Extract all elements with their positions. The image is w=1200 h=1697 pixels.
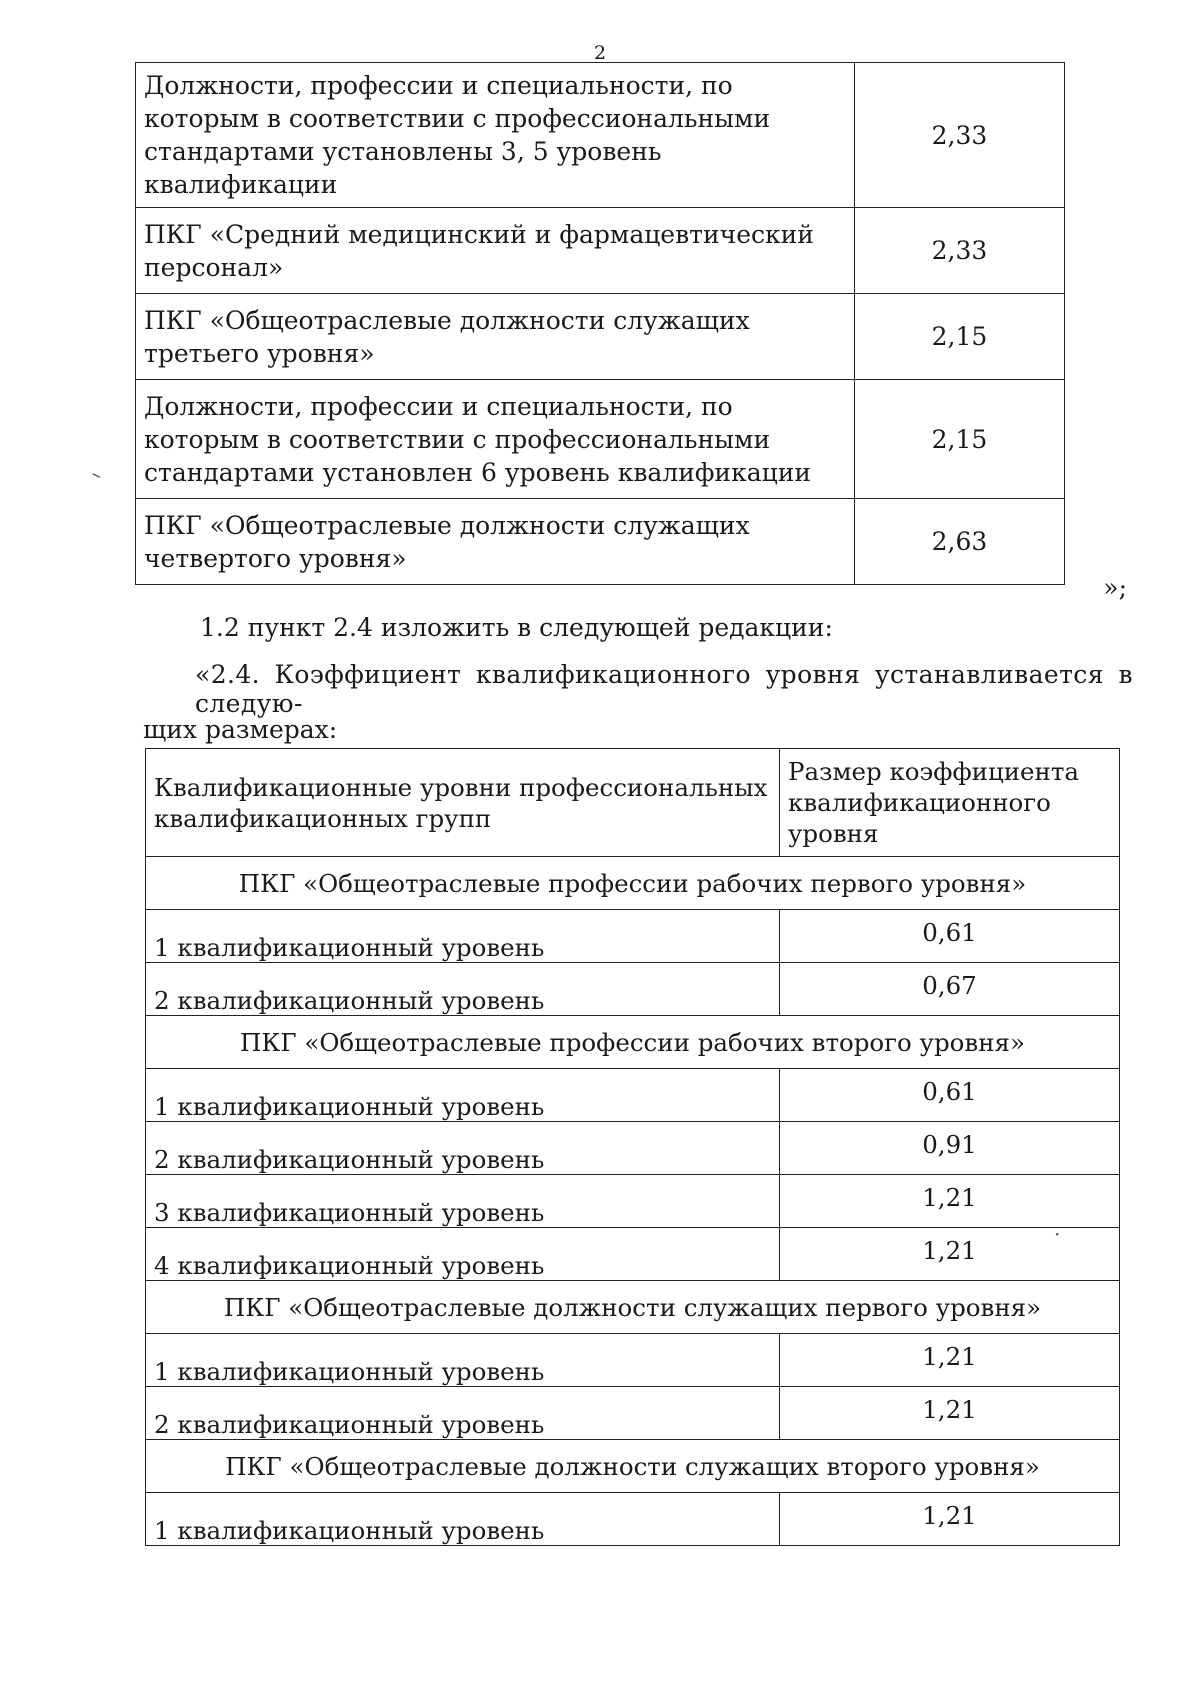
value-cell: 1,21 xyxy=(780,1175,1120,1228)
table-row xyxy=(136,499,1065,585)
value-cell: 1,21 xyxy=(780,1334,1120,1387)
scan-dot: · xyxy=(1054,1222,1061,1246)
table-cell-name: ПКГ «Общеотраслевые должности служащих третьего уровня» xyxy=(136,294,855,380)
level-cell: 3 квалификационный уровень xyxy=(146,1175,780,1228)
header-cell-levels: Квалификационные уровни профессиональных квалификационных групп xyxy=(146,749,780,857)
table-cell-name: ПКГ «Общеотраслевые должности служащих четвертого уровня» xyxy=(136,499,855,585)
group-row xyxy=(146,1281,1120,1334)
level-cell: 2 квалификационный уровень xyxy=(146,963,780,1016)
table-cell-value: 2,33 xyxy=(855,208,1065,294)
group-row xyxy=(146,1016,1120,1069)
amendment-paragraph: 1.2 пункт 2.4 изложить в следующей редакции: xyxy=(200,613,833,642)
table-row xyxy=(146,1334,1120,1387)
value-cell: 0,61 xyxy=(780,910,1120,963)
table-cell-value: 2,15 xyxy=(855,380,1065,499)
value-cell: 0,91 xyxy=(780,1122,1120,1175)
clause-paragraph: «2.4. Коэффициент квалификационного уровня устанавливается в следую- xyxy=(195,660,1133,718)
table-row xyxy=(146,910,1120,963)
group-title: ПКГ «Общеотраслевые должности служащих первого уровня» xyxy=(146,1281,1120,1334)
value-cell: 1,21 xyxy=(780,1493,1120,1546)
table-row xyxy=(146,1228,1120,1281)
table-cell-name: Должности, профессии и специальности, по которым в соответствии с профессиональными стандартами установлен 6 уровень квалификации xyxy=(136,380,855,499)
level-cell: 1 квалификационный уровень xyxy=(146,1334,780,1387)
table-row xyxy=(146,1069,1120,1122)
group-row xyxy=(146,857,1120,910)
table-row xyxy=(146,963,1120,1016)
table-row xyxy=(136,380,1065,499)
scan-mark: – xyxy=(87,461,107,487)
group-title: ПКГ «Общеотраслевые профессии рабочих первого уровня» xyxy=(146,857,1120,910)
table-cell-value: 2,63 xyxy=(855,499,1065,585)
table-row xyxy=(146,1493,1120,1546)
value-cell: 1,21 xyxy=(780,1387,1120,1440)
page-number: 2 xyxy=(593,42,607,64)
table-cell-value: 2,33 xyxy=(855,63,1065,208)
level-cell: 1 квалификационный уровень xyxy=(146,910,780,963)
table-row xyxy=(136,208,1065,294)
qualification-level-table xyxy=(145,748,1120,1546)
level-cell: 2 квалификационный уровень xyxy=(146,1387,780,1440)
value-cell: 1,21 xyxy=(780,1228,1120,1281)
level-cell: 1 квалификационный уровень xyxy=(146,1493,780,1546)
table-row xyxy=(136,294,1065,380)
value-cell: 0,61 xyxy=(780,1069,1120,1122)
level-cell: 1 квалификационный уровень xyxy=(146,1069,780,1122)
group-row xyxy=(146,1440,1120,1493)
table-header-row xyxy=(146,749,1120,857)
group-title: ПКГ «Общеотраслевые должности служащих второго уровня» xyxy=(146,1440,1120,1493)
table-cell-value: 2,15 xyxy=(855,294,1065,380)
table-row xyxy=(146,1122,1120,1175)
table-cell-name: ПКГ «Средний медицинский и фармацевтический персонал» xyxy=(136,208,855,294)
header-cell-coefficient: Размер коэффициента квалификационного уровня xyxy=(780,749,1120,857)
level-cell: 2 квалификационный уровень xyxy=(146,1122,780,1175)
table-cell-name: Должности, профессии и специальности, по которым в соответствии с профессиональными стандартами установлены 3, 5 уровень квалификации xyxy=(136,63,855,208)
closing-quote: »; xyxy=(1103,573,1127,602)
level-cell: 4 квалификационный уровень xyxy=(146,1228,780,1281)
table-row xyxy=(146,1175,1120,1228)
table-row xyxy=(136,63,1065,208)
table-row xyxy=(146,1387,1120,1440)
value-cell: 0,67 xyxy=(780,963,1120,1016)
coefficient-table-continued xyxy=(135,62,1065,585)
clause-paragraph-continuation: щих размерах: xyxy=(143,715,338,744)
group-title: ПКГ «Общеотраслевые профессии рабочих второго уровня» xyxy=(146,1016,1120,1069)
